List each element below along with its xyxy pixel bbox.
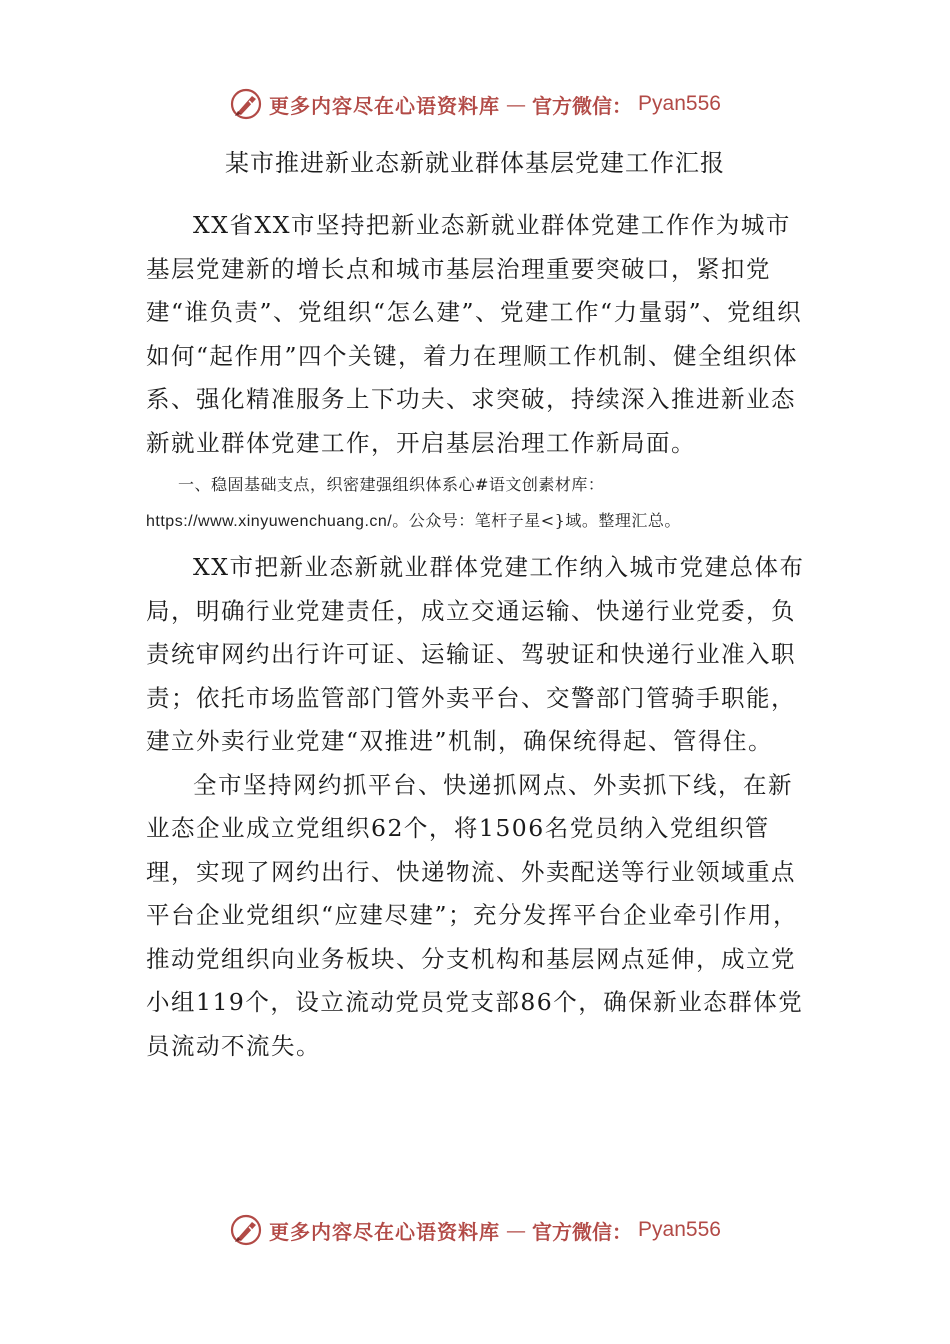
section-heading-tail: 。公众号：笔杆子星<}域。整理汇总。 bbox=[392, 511, 681, 530]
banner-separator: — bbox=[506, 92, 527, 116]
banner-wechat-id: Pyan556 bbox=[638, 92, 721, 115]
section-heading-url: https://www.xinyuwenchuang.cn/ bbox=[146, 513, 393, 530]
pen-logo-icon bbox=[229, 1213, 263, 1247]
banner-text: 更多内容尽在心语资料库 bbox=[269, 93, 501, 118]
footer-banner bbox=[0, 1210, 950, 1250]
section-heading bbox=[146, 467, 814, 540]
document-body bbox=[146, 204, 814, 1068]
document-title: 某市推进新业态新就业群体基层党建工作汇报 bbox=[225, 149, 725, 177]
intro-paragraph: XX省XX市坚持把新业态新就业群体党建工作作为城市基层党建新的增长点和城市基层治理重要突破口，紧扣党建“谁负责”、党组织“怎么建”、党建工作“力量弱”、党组织如何“起作用”四个关键，着力在理顺工作机制、健全组织体系、强化精准服务上下功夫、求突破，持续深入推进新业态新就业群体党建工作，开启基层治理工作新局面。 bbox=[146, 211, 803, 457]
banner-wechat-id: Pyan556 bbox=[638, 1218, 721, 1241]
section-heading-text: 一、稳固基础支点，织密建强组织体系心#语文创素材库： bbox=[178, 475, 605, 494]
banner-separator: — bbox=[506, 1218, 527, 1242]
header-banner bbox=[0, 84, 950, 124]
banner-label: 官方微信： bbox=[532, 93, 633, 118]
paragraph-2: XX市把新业态新就业群体党建工作纳入城市党建总体布局，明确行业党建责任，成立交通运输、快递行业党委，负责统审网约出行许可证、运输证、驾驶证和快递行业准入职责；依托市场监管部门管外卖平台、交警部门管骑手职能，建立外卖行业党建“双推进”机制，确保统得起、管得住。 bbox=[146, 553, 805, 755]
banner-label: 官方微信： bbox=[532, 1219, 633, 1244]
pen-logo-icon bbox=[229, 87, 263, 121]
banner-text: 更多内容尽在心语资料库 bbox=[269, 1219, 501, 1244]
paragraph-3: 全市坚持网约抓平台、快递抓网点、外卖抓下线，在新业态企业成立党组织62个，将1506名党员纳入党组织管理，实现了网约出行、快递物流、外卖配送等行业领域重点平台企业党组织“应建尽建”；充分发挥平台企业牵引作用，推动党组织向业务板块、分支机构和基层网点延伸，成立党小组119个，设立流动党员党支部86个，确保新业态群体党员流动不流失。 bbox=[146, 770, 804, 1060]
